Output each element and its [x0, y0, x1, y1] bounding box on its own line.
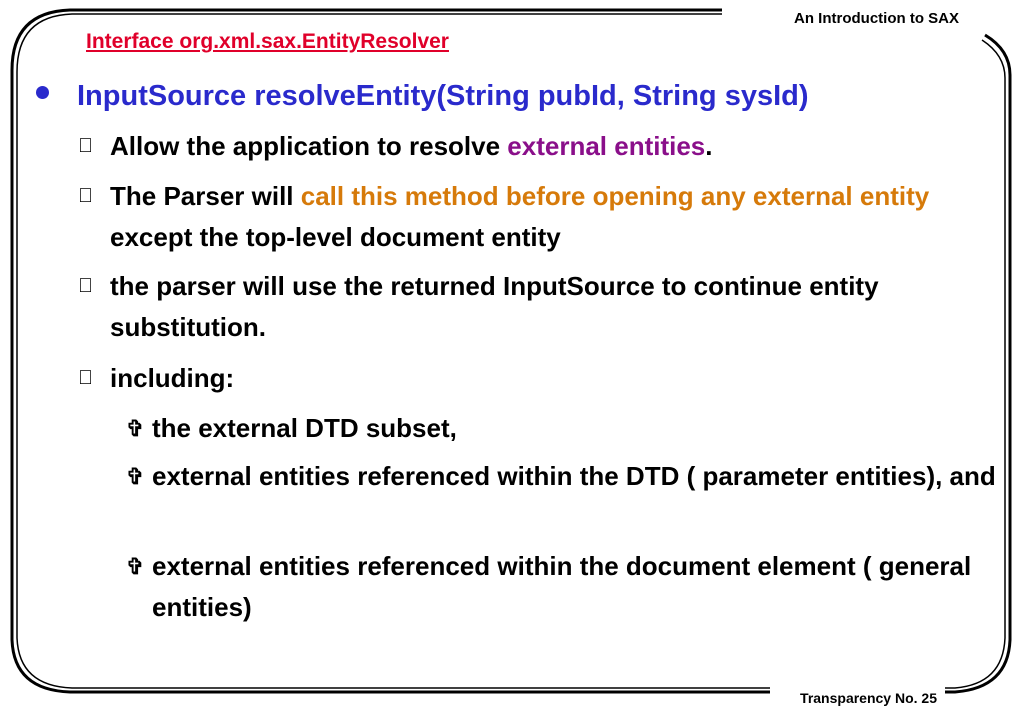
list-item — [126, 456, 996, 497]
bullet-dot-icon — [36, 86, 49, 99]
subpoint-text: external entities referenced within the document element ( general entities) — [152, 551, 972, 622]
point-text: except the top-level document entity — [110, 222, 561, 252]
square-bullet-icon:   — [78, 275, 93, 297]
subpoint-text: external entities referenced within the DTD ( parameter entities), and — [152, 461, 996, 491]
slide-title: Interface org.xml.sax.EntityResolver — [86, 30, 449, 53]
list-item — [78, 266, 978, 348]
square-bullet-icon:   — [78, 367, 93, 389]
square-bullet-icon:   — [78, 135, 93, 157]
cross-bullet-icon: ✞ — [126, 554, 145, 579]
list-item — [78, 176, 978, 258]
header-label: An Introduction to SAX — [790, 10, 963, 27]
highlight-text: call this method before opening any external entity — [300, 181, 930, 211]
list-item — [78, 358, 978, 399]
list-item — [78, 126, 978, 167]
point-text: Allow the application to resolve — [110, 131, 508, 161]
point-text: The Parser will — [110, 181, 301, 211]
footer-label: Transparency No. 25 — [796, 690, 941, 706]
cross-bullet-icon: ✞ — [126, 464, 145, 489]
point-text: the parser will use the returned InputSource to continue entity substitution. — [110, 271, 879, 342]
cross-bullet-icon: ✞ — [126, 416, 145, 441]
square-bullet-icon:   — [78, 185, 93, 207]
list-item — [126, 408, 996, 449]
highlight-text: external entities — [507, 131, 706, 161]
subpoint-text: the external DTD subset, — [152, 413, 457, 443]
point-text: . — [705, 131, 713, 161]
main-bullet — [36, 80, 809, 113]
point-text: including: — [110, 363, 235, 393]
method-signature: InputSource resolveEntity(String pubId, String sysId) — [77, 80, 809, 112]
list-item — [126, 546, 996, 628]
